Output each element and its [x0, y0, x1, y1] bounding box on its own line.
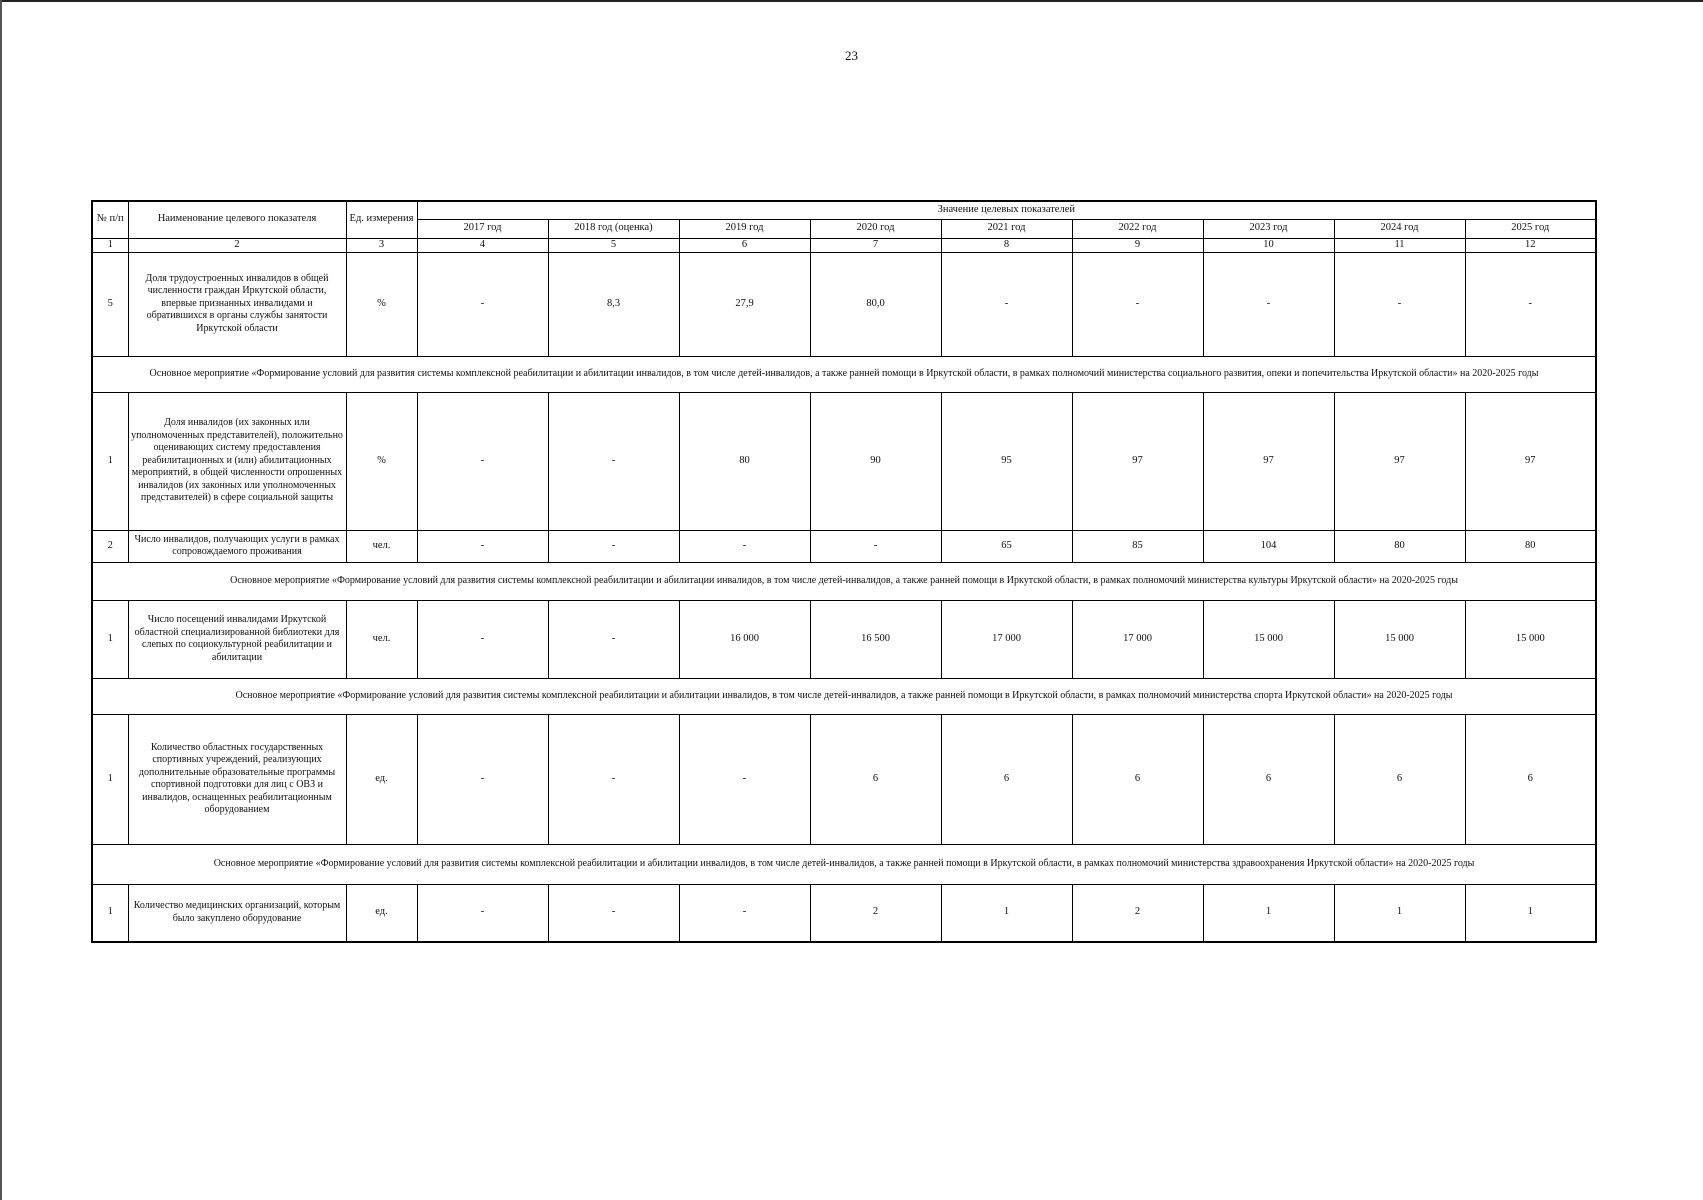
- header-num: № п/п: [92, 201, 128, 238]
- column-number: 6: [679, 238, 810, 252]
- indicator-value: 90: [810, 392, 941, 530]
- left-border-line: [0, 0, 2, 1200]
- indicator-value: 85: [1072, 530, 1203, 562]
- indicator-value: -: [679, 884, 810, 942]
- indicator-value: -: [417, 530, 548, 562]
- row-num: 2: [92, 530, 128, 562]
- section-title: Основное мероприятие «Формирование условий для развития системы комплексной реабилитации и абилитации инвалидов, в том числе детей-инвалидов, а также ранней помощи в Иркутской области, в рамках полномочий министерства культуры Иркутской области» на 2020-2025 годы: [92, 562, 1596, 600]
- indicator-value: -: [810, 530, 941, 562]
- indicator-value: -: [1334, 252, 1465, 356]
- indicator-unit: чел.: [346, 530, 417, 562]
- page-number: 23: [845, 48, 858, 63]
- column-number: 8: [941, 238, 1072, 252]
- row-num: 1: [92, 884, 128, 942]
- indicator-value: 2: [1072, 884, 1203, 942]
- indicator-unit: чел.: [346, 600, 417, 678]
- column-number: 4: [417, 238, 548, 252]
- indicator-name: Доля инвалидов (их законных или уполномоченных представителей), положительно оценивающих систему предоставления реабилитационных и (или) абилитационных мероприятий, в общей численности опрошенных инвалидов (их законных или уполномоченных представителей) в сфере социальной защиты: [128, 392, 346, 530]
- header-year: 2022 год: [1072, 219, 1203, 238]
- header-values-group: Значение целевых показателей: [417, 201, 1596, 219]
- header-year: 2018 год (оценка): [548, 219, 679, 238]
- column-number: 9: [1072, 238, 1203, 252]
- indicator-value: -: [1203, 252, 1334, 356]
- indicator-value: 16 500: [810, 600, 941, 678]
- header-row-group: [92, 201, 1596, 219]
- indicator-value: -: [1465, 252, 1596, 356]
- indicator-value: -: [941, 252, 1072, 356]
- indicator-value: 6: [1334, 714, 1465, 844]
- row-num: 5: [92, 252, 128, 356]
- indicator-value: 27,9: [679, 252, 810, 356]
- indicator-value: -: [417, 392, 548, 530]
- column-number: 1: [92, 238, 128, 252]
- indicator-value: 15 000: [1334, 600, 1465, 678]
- indicator-value: 80,0: [810, 252, 941, 356]
- indicator-value: -: [417, 600, 548, 678]
- indicator-name: Число посещений инвалидами Иркутской областной специализированной библиотеки для слепых по социокультурной реабилитации и абилитации: [128, 600, 346, 678]
- indicator-value: 80: [679, 392, 810, 530]
- indicator-value: 80: [1334, 530, 1465, 562]
- indicator-name: Число инвалидов, получающих услуги в рамках сопровождаемого проживания: [128, 530, 346, 562]
- indicator-value: -: [417, 884, 548, 942]
- indicator-value: 8,3: [548, 252, 679, 356]
- indicator-value: 80: [1465, 530, 1596, 562]
- header-year: 2023 год: [1203, 219, 1334, 238]
- section-row: [92, 562, 1596, 600]
- column-number: 7: [810, 238, 941, 252]
- column-number: 12: [1465, 238, 1596, 252]
- indicator-value: 97: [1203, 392, 1334, 530]
- section-row: [92, 844, 1596, 884]
- indicator-value: 16 000: [679, 600, 810, 678]
- indicator-value: 15 000: [1465, 600, 1596, 678]
- row-num: 1: [92, 714, 128, 844]
- indicator-name: Количество медицинских организаций, которым было закуплено оборудование: [128, 884, 346, 942]
- indicator-value: -: [679, 530, 810, 562]
- indicator-name: Доля трудоустроенных инвалидов в общей численности граждан Иркутской области, впервые признанных инвалидами и обратившихся в органы службы занятости Иркутской области: [128, 252, 346, 356]
- indicator-unit: %: [346, 392, 417, 530]
- indicator-value: -: [548, 600, 679, 678]
- indicator-value: -: [548, 530, 679, 562]
- column-number: 3: [346, 238, 417, 252]
- indicator-value: 95: [941, 392, 1072, 530]
- indicator-value: 17 000: [1072, 600, 1203, 678]
- indicator-value: 2: [810, 884, 941, 942]
- section-title: Основное мероприятие «Формирование условий для развития системы комплексной реабилитации и абилитации инвалидов, в том числе детей-инвалидов, а также ранней помощи в Иркутской области, в рамках полномочий министерства социального развития, опеки и попечительства Иркутской области» на 2020-2025 годы: [92, 356, 1596, 392]
- row-num: 1: [92, 600, 128, 678]
- header-year: 2021 год: [941, 219, 1072, 238]
- indicator-value: -: [1072, 252, 1203, 356]
- indicator-value: -: [679, 714, 810, 844]
- indicator-value: 97: [1465, 392, 1596, 530]
- section-row: [92, 356, 1596, 392]
- header-year: 2025 год: [1465, 219, 1596, 238]
- top-border-line: [0, 0, 1703, 2]
- header-unit: Ед. измерения: [346, 201, 417, 238]
- indicator-value: 6: [1465, 714, 1596, 844]
- indicator-value: 15 000: [1203, 600, 1334, 678]
- table-row: [92, 884, 1596, 942]
- header-year: 2019 год: [679, 219, 810, 238]
- column-number: 2: [128, 238, 346, 252]
- indicator-value: -: [548, 392, 679, 530]
- indicator-value: -: [548, 714, 679, 844]
- table-row: [92, 600, 1596, 678]
- table-row: [92, 252, 1596, 356]
- header-name: Наименование целевого показателя: [128, 201, 346, 238]
- indicator-value: 6: [810, 714, 941, 844]
- indicator-name: Количество областных государственных спортивных учреждений, реализующих дополнительные образовательные программы спортивной подготовки для лиц с ОВЗ и инвалидов, оснащенных реабилитационным оборудованием: [128, 714, 346, 844]
- section-row: [92, 678, 1596, 714]
- section-title: Основное мероприятие «Формирование условий для развития системы комплексной реабилитации и абилитации инвалидов, в том числе детей-инвалидов, а также ранней помощи в Иркутской области, в рамках полномочий министерства спорта Иркутской области» на 2020-2025 годы: [92, 678, 1596, 714]
- indicator-value: 65: [941, 530, 1072, 562]
- indicator-value: 1: [1465, 884, 1596, 942]
- header-year: 2017 год: [417, 219, 548, 238]
- indicator-value: 6: [1203, 714, 1334, 844]
- header-year: 2020 год: [810, 219, 941, 238]
- column-numbers-row: [92, 238, 1596, 252]
- indicator-unit: ед.: [346, 884, 417, 942]
- indicator-value: 17 000: [941, 600, 1072, 678]
- table-row: [92, 530, 1596, 562]
- column-number: 11: [1334, 238, 1465, 252]
- indicator-unit: %: [346, 252, 417, 356]
- target-indicators-table: [91, 200, 1597, 943]
- table-row: [92, 714, 1596, 844]
- section-title: Основное мероприятие «Формирование условий для развития системы комплексной реабилитации и абилитации инвалидов, в том числе детей-инвалидов, а также ранней помощи в Иркутской области, в рамках полномочий министерства здравоохранения Иркутской области» на 2020-2025 годы: [92, 844, 1596, 884]
- column-number: 5: [548, 238, 679, 252]
- indicator-value: 6: [1072, 714, 1203, 844]
- row-num: 1: [92, 392, 128, 530]
- column-number: 10: [1203, 238, 1334, 252]
- indicator-value: 6: [941, 714, 1072, 844]
- indicator-value: -: [417, 714, 548, 844]
- indicator-value: 97: [1072, 392, 1203, 530]
- indicator-value: -: [548, 884, 679, 942]
- indicator-value: 1: [941, 884, 1072, 942]
- indicator-value: 1: [1203, 884, 1334, 942]
- table-row: [92, 392, 1596, 530]
- indicator-value: 1: [1334, 884, 1465, 942]
- indicator-value: 104: [1203, 530, 1334, 562]
- indicator-value: -: [417, 252, 548, 356]
- indicator-value: 97: [1334, 392, 1465, 530]
- header-year: 2024 год: [1334, 219, 1465, 238]
- indicator-unit: ед.: [346, 714, 417, 844]
